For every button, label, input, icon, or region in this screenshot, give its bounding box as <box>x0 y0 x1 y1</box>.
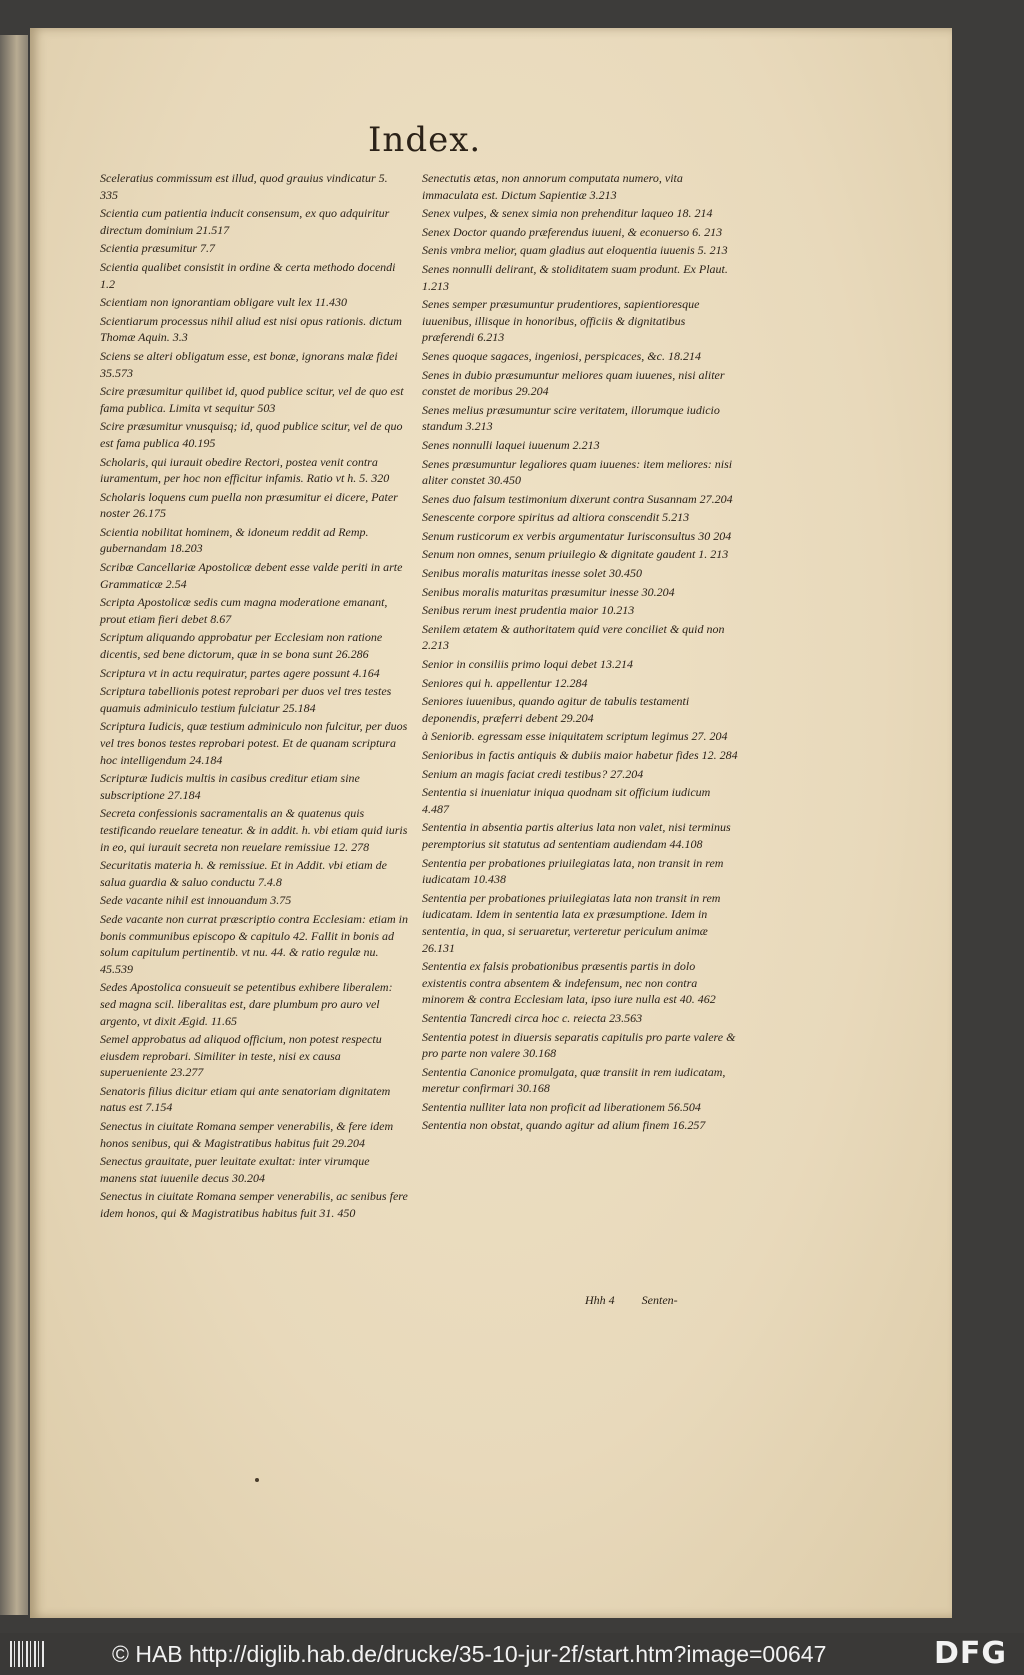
index-entry <box>422 747 738 764</box>
index-entry-text: Senes in dubio præsumuntur meliores quam iuuenes, nisi aliter constet de moribus 29.204 <box>422 367 725 399</box>
index-entry <box>100 489 408 522</box>
index-entry <box>100 1118 408 1151</box>
index-entry-text: Senioribus in factis antiquis & dubiis maior habetur fides 12. 284 <box>422 748 738 762</box>
index-entry <box>422 242 738 259</box>
index-entry <box>100 170 408 203</box>
index-entry <box>100 348 408 381</box>
index-entry <box>422 528 738 545</box>
index-entry-text: Sede vacante non currat præscriptio contra Ecclesiam: etiam in bonis communibus episcopo & capitulo 42. Fallit in bonis ad solum capitulum pertinentib. vt nu. 44. & ratio regulæ nu. 45.539 <box>100 911 408 976</box>
index-entry-text: Senescente corpore spiritus ad altiora conscendit 5.213 <box>422 510 690 525</box>
index-entry <box>100 259 408 292</box>
index-entry <box>422 656 738 673</box>
index-entry-text: Seniores qui h. appellentur 12.284 <box>422 675 588 690</box>
index-entry <box>100 718 408 768</box>
index-entry-text: Senior in consiliis primo loqui debet 13.214 <box>422 657 633 672</box>
index-entry <box>422 402 738 435</box>
index-entry-text: Senatoris filius dicitur etiam qui ante senatoriam dignitatem natus est 7.154 <box>100 1083 391 1115</box>
index-entry-text: Sede vacante nihil est innouandum 3.75 <box>100 893 292 908</box>
index-entry <box>100 1031 408 1081</box>
index-entry-text: Senum rusticorum ex verbis argumentatur Iurisconsultus 30 204 <box>422 528 732 543</box>
index-entry-text: Senibus moralis maturitas inesse solet 30.450 <box>422 566 643 581</box>
index-entry <box>100 1083 408 1116</box>
index-entry-text: Senis vmbra melior, quam gladius aut eloquentia iuuenis 5. 213 <box>422 243 728 258</box>
index-entry <box>422 1064 738 1097</box>
footer-credit-link[interactable]: © HAB http://diglib.hab.de/drucke/35-10-jur-2f/start.htm?image=00647 <box>112 1641 827 1667</box>
index-entry-text: Senibus moralis maturitas præsumitur inesse 30.204 <box>422 584 675 599</box>
index-entry-text: Senes nonnulli laquei iuuenum 2.213 <box>422 437 600 452</box>
index-entry-text: Scientia præsumitur 7.7 <box>100 241 216 256</box>
index-entry <box>100 683 408 716</box>
index-entry-text: Sententia nulliter lata non proficit ad liberationem 56.504 <box>422 1099 701 1114</box>
index-entry <box>100 1188 408 1221</box>
index-entry-text: Sententia per probationes priuilegiatas lata, non transit in rem iudicatam 10.438 <box>422 855 724 887</box>
page-signature-line <box>585 1293 702 1308</box>
index-entry <box>422 546 738 563</box>
index-entry <box>422 819 738 852</box>
index-entry <box>422 205 738 222</box>
index-entry-text: Senilem ætatem & authoritatem quid vere conciliet & quid non 2.213 <box>422 621 725 653</box>
index-entry <box>422 491 738 508</box>
index-entry <box>100 857 408 890</box>
index-entry <box>422 621 738 654</box>
index-entry <box>422 766 738 783</box>
index-entry <box>422 855 738 888</box>
index-entry <box>100 559 408 592</box>
index-entry-text: Senes nonnulli delirant, & stoliditatem suam produnt. Ex Plaut. 1.213 <box>422 261 728 293</box>
index-entry-text: Sententia non obstat, quando agitur ad alium finem 16.257 <box>422 1118 706 1133</box>
ink-speck <box>255 1478 259 1482</box>
index-entry <box>422 728 738 745</box>
index-entry-text: à Seniorib. egressam esse iniquitatem scriptum legimus 27. 204 <box>422 729 728 744</box>
index-entry-text: Scire præsumitur quilibet id, quod publice scitur, vel de quo est fama publica. Limita vt sequitur 503 <box>100 384 404 415</box>
index-entry <box>100 418 408 451</box>
index-entry-text: Scire præsumitur vnusquisq; id, quod publice scitur, vel de quo est fama publica 40.195 <box>100 419 403 450</box>
index-entry-text: Scriptum aliquando approbatur per Ecclesiam non ratione dicentis, sed bene dictorum, quæ in se bona sunt 26.286 <box>100 630 383 662</box>
index-entry-text: Sententia in absentia partis alterius lata non valet, nisi terminus peremptorius sit statutus ad sententiam audiendam 44.108 <box>422 820 731 851</box>
index-entry-text: Senectus in ciuitate Romana semper venerabilis, ac senibus fere idem honos, qui & Magistratibus habitus fuit 31. 450 <box>100 1189 408 1221</box>
index-entry-text: Scripta Apostolicæ sedis cum magna moderatione emanant, prout etiam fieri debet 8.67 <box>100 595 388 626</box>
index-entry-text: Seniores iuuenibus, quando agitur de tabulis testamenti deponendis, præferri debent 29.204 <box>422 694 690 725</box>
index-entry-text: Scriptura tabellionis potest reprobari per duos vel tres testes quamuis adminiculo testium fulciatur 25.184 <box>100 684 392 715</box>
index-entry-text: Sententia Tancredi circa hoc c. reiecta 23.563 <box>422 1010 643 1025</box>
index-entry-text: Scholaris, qui iurauit obedire Rectori, postea venit contra iuramentum, per hoc non efficitur infamis. Ratio vt h. 5. 320 <box>100 454 390 486</box>
index-entry-text: Sciens se alteri obligatum esse, est bonæ, ignorans malæ fidei 35.573 <box>100 348 398 380</box>
index-entry-text: Senum non omnes, senum priuilegio & dignitate gaudent 1. 213 <box>422 547 729 562</box>
index-entry-text: Senectus grauitate, puer leuitate exultat: inter virumque manens stat iuuenile decus 30.204 <box>100 1154 370 1185</box>
index-entry-text: Scientiarum processus nihil aliud est nisi opus rationis. dictum Thomæ Aquin. 3.3 <box>100 313 402 345</box>
index-entry <box>422 437 738 454</box>
index-entry <box>422 170 738 203</box>
index-entry <box>422 509 738 526</box>
index-entry <box>422 584 738 601</box>
index-entry-text: Sententia per probationes priuilegiatas lata non transit in rem iudicatam. Idem in sententia lata ex præsumptione. Idem in sententia, in qua, si seruaretur, verteretur periculum animæ 26.131 <box>422 890 721 955</box>
index-entry-text: Scientia qualibet consistit in ordine & certa methodo docendi 1.2 <box>100 259 396 291</box>
index-entry-text: Sententia potest in diuersis separatis capitulis pro parte valere & pro parte non valere 30.168 <box>422 1029 736 1061</box>
index-entry-text: Sententia si inueniatur iniqua quodnam sit officium iudicum 4.487 <box>422 785 711 816</box>
index-entry-text: Scholaris loquens cum puella non præsumitur ei dicere, Pater noster 26.175 <box>100 489 398 521</box>
index-entry-text: Scientia nobilitat hominem, & idoneum reddit ad Remp. gubernandam 18.203 <box>100 524 369 556</box>
index-entry <box>422 456 738 489</box>
index-entry-text: Semel approbatus ad aliquod officium, non potest respectu eiusdem reprobari. Similiter in teste, nisi ex causa superueniente 23.277 <box>100 1032 382 1080</box>
index-entry <box>100 454 408 487</box>
index-entry <box>100 892 408 909</box>
barcode-icon <box>10 1641 44 1667</box>
index-entry <box>422 565 738 582</box>
index-entry <box>100 524 408 557</box>
index-entry-text: Securitatis materia h. & remissiue. Et in Addit. vbi etiam de salua guardia & saluo conductu 7.4.8 <box>100 858 387 889</box>
index-entry-text: Senex vulpes, & senex simia non prehenditur laqueo 18. 214 <box>422 206 713 221</box>
index-entry-text: Senectus in ciuitate Romana semper venerabilis, & fere idem honos senibus, qui & Magistratibus habitus fuit 29.204 <box>100 1119 394 1150</box>
dfg-logo: DFG <box>934 1636 1008 1671</box>
index-entry-text: Scriptura Iudicis, quæ testium adminiculo non fulcitur, per duos vel tres bonos testes reprobari potest. Et de quanam scriptura hoc intelligendum 24.184 <box>100 719 408 767</box>
index-entry-text: Sententia ex falsis probationibus præsentis partis in dolo existentis contra absentem & indefensum, nec non contra minorem & contra Ecclesiam lata, ipso iure nulla est 40. 462 <box>422 959 716 1007</box>
index-entry <box>100 240 408 257</box>
index-entry <box>422 784 738 817</box>
index-entry <box>100 1153 408 1186</box>
index-column-left <box>100 170 408 1224</box>
index-entry-text: Senes præsumuntur legaliores quam iuuenes: item meliores: nisi aliter constet 30.450 <box>422 456 733 488</box>
index-entry <box>100 805 408 855</box>
index-entry <box>422 693 738 726</box>
signature-mark: Hhh 4 <box>585 1293 615 1307</box>
index-entry <box>422 958 738 1008</box>
index-entry <box>100 383 408 416</box>
index-entry <box>100 665 408 682</box>
index-entry-text: Senes duo falsum testimonium dixerunt contra Susannam 27.204 <box>422 491 733 506</box>
index-entry <box>422 261 738 294</box>
index-entry-text: Senectutis ætas, non annorum computata numero, vita immaculata est. Dictum Sapientiæ 3.213 <box>422 171 683 202</box>
index-entry <box>100 313 408 346</box>
index-entry-text: Sceleratius commissum est illud, quod grauius vindicatur 5. 335 <box>100 171 388 202</box>
index-entry <box>100 205 408 238</box>
index-entry <box>422 348 738 365</box>
index-entry <box>422 1099 738 1116</box>
index-entry <box>422 367 738 400</box>
index-entry <box>100 629 408 662</box>
index-entry-text: Senes melius præsumuntur scire veritatem, illorumque iudicio standum 3.213 <box>422 402 720 434</box>
index-entry <box>422 296 738 346</box>
index-entry <box>100 911 408 977</box>
index-entry-text: Sententia Canonice promulgata, quæ transiit in rem iudicatam, meretur confirmari 30.168 <box>422 1064 726 1096</box>
index-entry-text: Scribæ Cancellariæ Apostolicæ debent esse valde periti in arte Grammaticæ 2.54 <box>100 560 403 591</box>
index-entry-text: Senes quoque sagaces, ingeniosi, perspicaces, &c. 18.214 <box>422 348 701 363</box>
viewer-footer-bar <box>0 1633 1024 1675</box>
index-entry <box>100 770 408 803</box>
index-entry-text: Sedes Apostolica consueuit se petentibus exhibere liberalem: sed magna scil. liberalitas est, dare plumbum pro auro vel argento, vt dixit Ægid. 11.65 <box>100 980 393 1028</box>
index-entry <box>100 294 408 311</box>
index-entry <box>422 602 738 619</box>
page-header: Index. <box>368 120 482 160</box>
index-entry-text: Senium an magis faciat credi testibus? 27.204 <box>422 766 644 781</box>
previous-page-edge <box>0 35 28 1615</box>
index-entry-text: Senibus rerum inest prudentia maior 10.213 <box>422 603 635 618</box>
index-entry-text: Scientia cum patientia inducit consensum, ex quo adquiritur directum dominium 21.517 <box>100 206 390 237</box>
catchword: Senten- <box>641 1293 678 1307</box>
index-entry-text: Senex Doctor quando præferendus iuueni, & econuerso 6. 213 <box>422 224 723 239</box>
index-entry-text: Scientiam non ignorantiam obligare vult lex 11.430 <box>100 295 347 310</box>
index-entry-text: Scriptura vt in actu requiratur, partes agere possunt 4.164 <box>100 665 380 680</box>
index-entry-text: Senes semper præsumuntur prudentiores, sapientioresque iuuenibus, illisque in honoribus, officiis & dignitatibus præferendi 6.213 <box>422 297 700 345</box>
index-column-right <box>422 170 738 1136</box>
index-entry <box>422 675 738 692</box>
index-entry <box>422 1029 738 1062</box>
index-entry <box>422 1010 738 1027</box>
index-entry <box>100 594 408 627</box>
index-entry-text: Secreta confessionis sacramentalis an & quatenus quis testificando reuelare teneatur. & in addit. h. vbi etiam quid iuris in eo, qui iurauit secreta non reuelare remissiue 12. 278 <box>100 806 408 854</box>
index-entry <box>422 224 738 241</box>
index-entry <box>100 979 408 1029</box>
index-entry-text: Scripturæ Iudicis multis in casibus creditur etiam sine subscriptione 27.184 <box>100 771 360 802</box>
index-entry <box>422 890 738 956</box>
index-entry <box>422 1117 738 1134</box>
